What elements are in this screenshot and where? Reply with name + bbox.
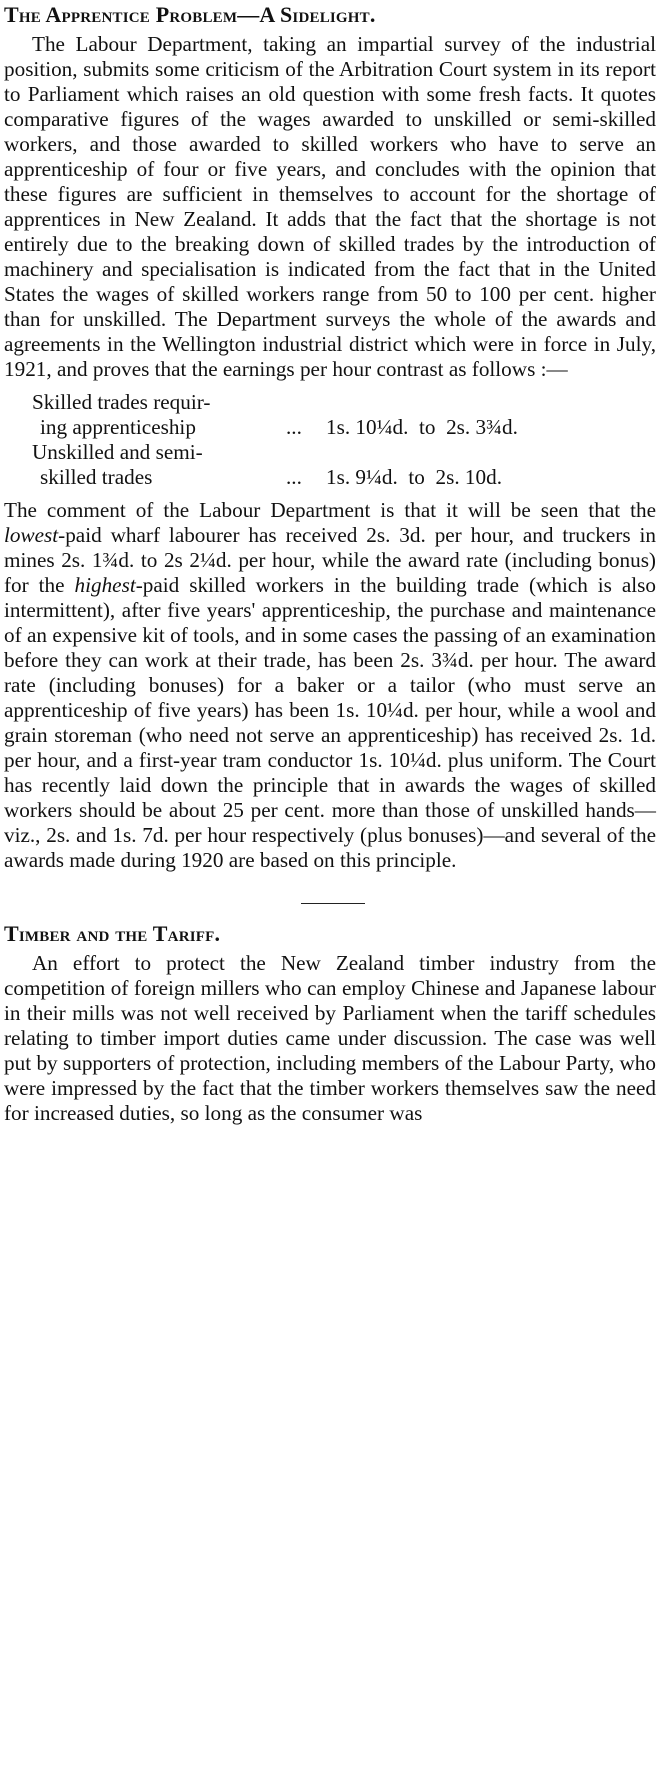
divider-rule xyxy=(301,903,365,904)
wage-to: 2s. 10d. xyxy=(435,465,502,489)
section-heading-apprentice: The Apprentice Problem—A Sidelight. xyxy=(4,2,376,27)
section-divider xyxy=(4,873,656,909)
wage-row-label-line2: skilled trades xyxy=(40,465,153,489)
wage-row-skilled xyxy=(32,390,656,440)
document-page xyxy=(4,0,656,1126)
emphasis-lowest: lowest xyxy=(4,523,59,547)
wage-to-word: to xyxy=(408,465,425,489)
section-heading-timber: Timber and the Tariff. xyxy=(4,921,221,946)
wage-row-label-line2: ing apprenticeship xyxy=(40,415,196,439)
paragraph-comment: The comment of the Labour Department is that it will be seen that the lowest-paid wharf labourer has received 2s. 3d. per hour, and truckers in mines 2s. 1¾d. to 2s 2¼d. per hour, while the award rate (including bonus) for the highest-paid skilled workers in the building trade (which is also intermittent), after five years' apprenticeship, the purchase and maintenance of an expensive kit of tools, and in some cases the passing of an examination before they can work at their trade, has been 2s. 3¾d. per hour. The award rate (including bonuses) for a baker or a tailor (who must serve an apprenticeship of five years) has been 1s. 10¼d. per hour, while a wool and grain storeman (who need not serve an apprenticeship) has received 2s. 1d. per hour, and a first-year tram conductor 1s. 10¼d. plus uniform. The Court has recently laid down the principle that in awards the wages of skilled workers should be about 25 per cent. more than those of unskilled hands—viz., 2s. and 1s. 7d. per hour respectively (plus bonuses)—and several of the awards made during 1920 are based on this principle. xyxy=(4,498,656,872)
leader-dots: ... xyxy=(286,465,302,489)
emphasis-highest: highest xyxy=(74,573,136,597)
leader-dots: ... xyxy=(286,415,302,439)
wage-row-label-line1: Unskilled and semi- xyxy=(32,440,203,464)
wage-from: 1s. 9¼d. xyxy=(326,465,398,489)
wage-comparison-table xyxy=(32,390,656,490)
paragraph-timber: An effort to protect the New Zealand timber industry from the competition of foreign millers who can employ Chinese and Japanese labour in their mills was not well received by Parliament when the tariff schedules relating to timber import duties came under discussion. The case was well put by supporters of protection, including members of the Labour Party, who were impressed by the fact that the timber workers themselves saw the need for increased duties, so long as the consumer was xyxy=(4,951,656,1125)
paragraph-intro: The Labour Department, taking an impartial survey of the industrial position, submits some criticism of the Arbitration Court system in its report to Parliament which raises an old question with some fresh facts. It quotes comparative figures of the wages awarded to unskilled or semi-skilled workers, and those awarded to skilled workers who have to serve an apprenticeship of four or five years, and concludes with the opinion that these figures are sufficient in themselves to account for the shortage of apprentices in New Zealand. It adds that the fact that the shortage is not entirely due to the breaking down of skilled trades by the introduction of machinery and specialisation is indicated from the fact that in the United States the wages of skilled workers range from 50 to 100 per cent. higher than for unskilled. The Department surveys the whole of the awards and agreements in the Wellington industrial district which were in force in July, 1921, and proves that the earnings per hour contrast as follows :— xyxy=(4,32,656,381)
wage-to: 2s. 3¾d. xyxy=(446,415,518,439)
wage-to-word: to xyxy=(419,415,436,439)
wage-row-label-line1: Skilled trades requir- xyxy=(32,390,211,414)
wage-from: 1s. 10¼d. xyxy=(326,415,409,439)
wage-row-unskilled xyxy=(32,440,656,490)
